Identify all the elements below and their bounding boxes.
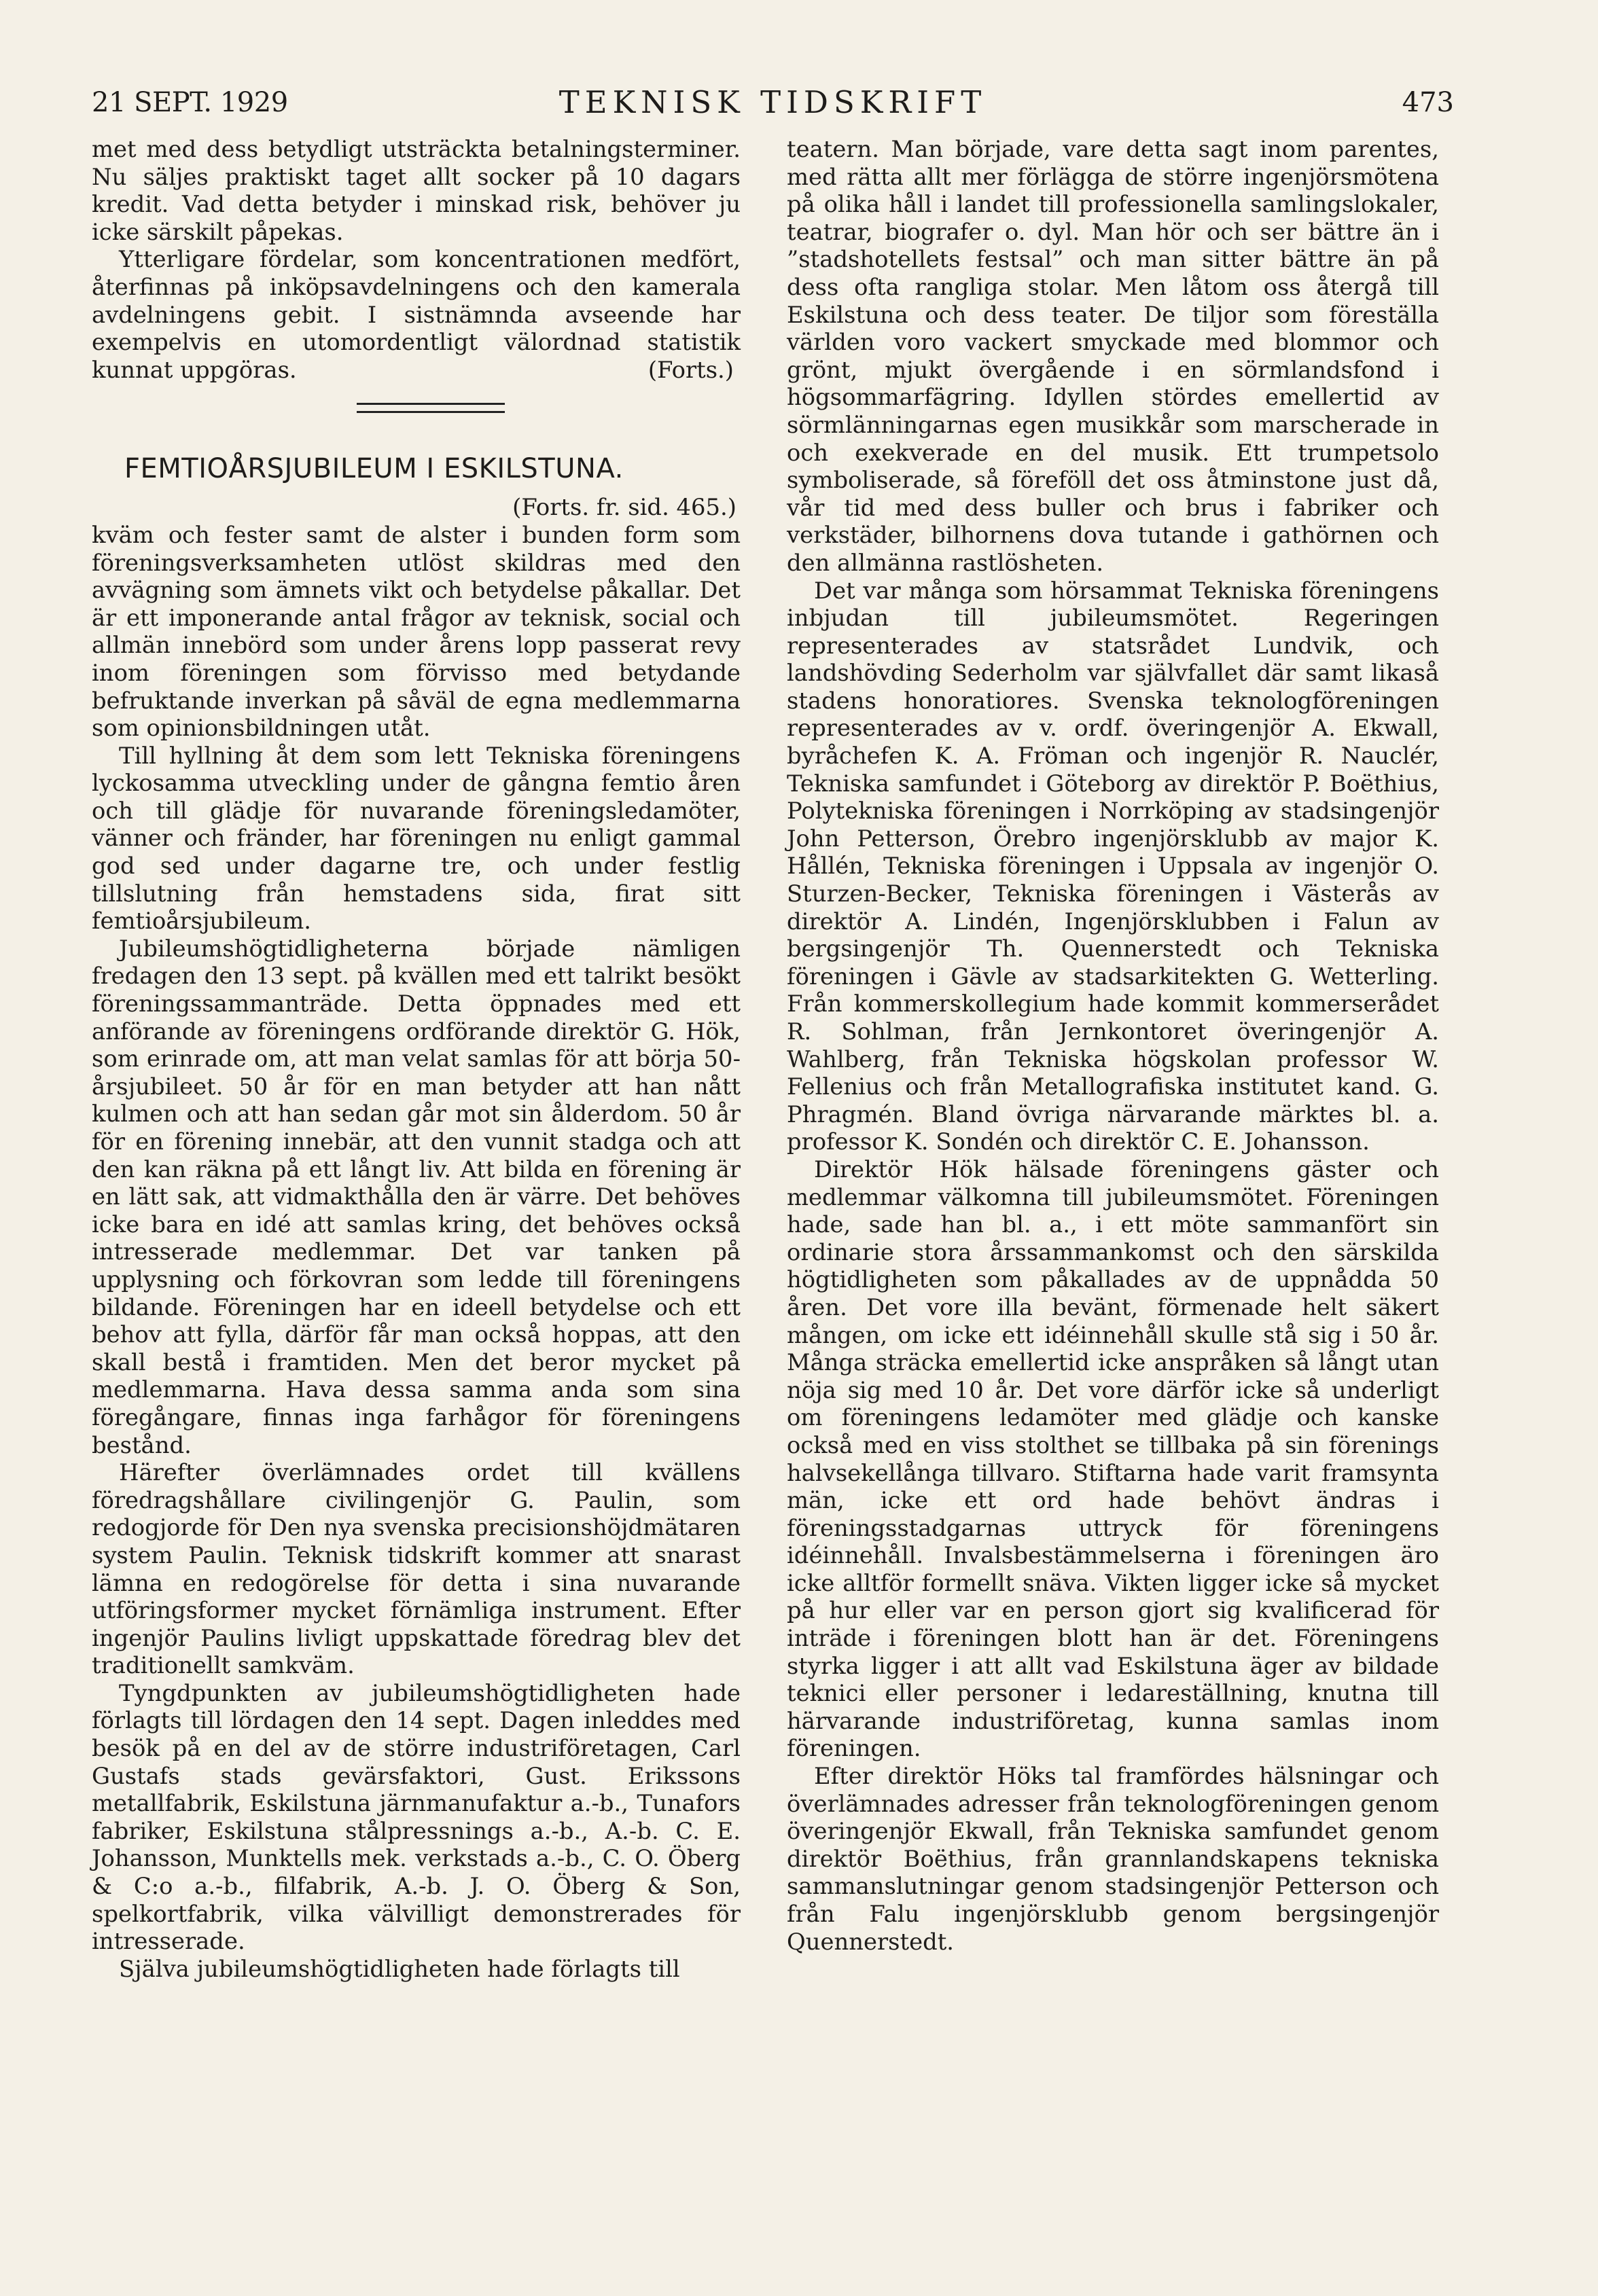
right-column	[787, 136, 1439, 1956]
issue-date: 21 SEPT. 1929	[92, 87, 288, 118]
article-title: FEMTIOÅRSJUBILEUM I ESKILSTUNA.	[124, 453, 624, 485]
paragraph: Det var många som hörsammat Tekniska föreningens inbjudan till jubileumsmötet. Regeringen representerades av statsrådet Lundvik, och landshövding Sederholm var självfallet där samt likaså stadens honoratiores. Svenska teknologföreningen representerades av v. ordf. överingenjör A. Ekwall, byråchefen K. A. Fröman och ingenjör R. Nauclér, Tekniska samfundet i Göteborg av direktör P. Boëthius, Polytekniska föreningen i Norrköping av stadsingenjör John Petterson, Örebro ingenjörsklubb av major K. Hållén, Tekniska föreningen i Uppsala av ingenjör O. Sturzen-Becker, Tekniska föreningen i Västerås av direktör A. Lindén, Ingenjörsklubben i Falun av bergsingenjör Th. Quennerstedt och Tekniska föreningen i Gävle av stadsarkitekten G. Wetterling. Från kommerskollegium hade kommit kommerserådet R. Sohlman, från Jernkontoret överingenjör A. Wahlberg, från Tekniska högskolan professor W. Fellenius och från Metallografiska institutet kand. G. Phragmén. Bland övriga närvarande märktes bl. a. professor K. Sondén och direktör C. E. Johansson.	[787, 577, 1439, 1155]
section-divider	[92, 384, 741, 445]
double-rule	[357, 403, 505, 413]
left-column	[92, 136, 741, 1983]
paragraph: Tyngdpunkten av jubileumshögtidligheten hade förlagts till lördagen den 14 sept. Dagen inleddes med besök på en del av de större industriföretagen, Carl Gustafs stads gevärsfaktori, Gust. Erikssons metallfabrik, Eskilstuna järnmanufaktur a.-b., Tunafors fabriker, Eskilstuna stålpressnings a.-b., A.-b. C. E. Johansson, Munktells mek. verkstads a.-b., C. O. Öberg & C:o a.-b., filfabrik, A.-b. J. O. Öberg & Son, spelkortfabrik, vilka välvilligt demonstrerades för intresserade.	[92, 1679, 741, 1955]
paragraph: Efter direktör Höks tal framfördes hälsningar och överlämnades adresser från teknologföreningen genom överingenjör Ekwall, från Tekniska samfundet genom direktör Boëthius, från grannlandskapens tekniska sammanslutningar genom stadsingenjör Petterson och från Falu ingenjörsklubb genom bergsingenjör Quennerstedt.	[787, 1763, 1439, 1955]
paragraph: teatern. Man började, vare detta sagt inom parentes, med rätta allt mer förlägga de större ingenjörsmötena på olika håll i landet till professionella samlingslokaler, teatrar, biografer o. dyl. Man hör och ser bättre än i ”stadshotellets festsal” och man sitter bättre än på dess ofta rangliga stolar. Men låtom oss återgå till Eskilstuna och dess teater. De tiljor som föreställa världen voro vackert smyckade med blommor och grönt, mjukt övergående i en sörmlandsfond i högsommarfägring. Idyllen stördes emellertid av sörmlänningarnas egen musikkår som marscherade in och exekverade en del musik. Ett trumpetsolo symboliserade, så föreföll det oss åtminstone just då, vår tid med dess buller och brus i fabriker och verkstäder, bilhornens dova tutande i gathörnen och den allmänna rastlösheten.	[787, 136, 1439, 576]
paragraph: kväm och fester samt de alster i bunden form som föreningsverksamheten utlöst skildras med den avvägning som ämnets vikt och betydelse påkallar. Det är ett imponerande antal frågor av teknisk, social och allmän innebörd som under årens lopp passerat revy inom föreningen som förvisso med betydande befruktande inverkan på såväl de egna medlemmarna som opinionsbildningen utåt.	[92, 521, 741, 742]
paragraph: Ytterligare fördelar, som koncentrationen medfört, återfinnas på inköpsavdelningens och den kamerala avdelningens gebit. I sistnämnda avseende har exempelvis en utomordentligt välordnad statistik kunnat uppgöras.	[92, 246, 741, 383]
paragraph: Själva jubileumshögtidligheten hade förlagts till	[119, 1955, 680, 1982]
paragraph: Härefter överlämnades ordet till kvällens föredragshållare civilingenjör G. Paulin, som redogjorde för Den nya svenska precisionshöjdmätaren system Paulin. Teknisk tidskrift kommer att snarast lämna en redogörelse för detta i sina nuvarande utföringsformer mycket förnämliga instrument. Efter ingenjör Paulins livligt uppskattade föredrag blev det traditionellt samkväm.	[92, 1459, 741, 1679]
page-header	[92, 83, 1454, 130]
paragraph: Direktör Hök hälsade föreningens gäster och medlemmar välkomna till jubileumsmötet. Föreningen hade, sade han bl. a., i ett möte sammanfört sin ordinarie stora årssammankomst och den särskilda högtidligheten som påkallades av de uppnådda 50 åren. Det vore illa bevänt, förmenade helt säkert mången, om icke ett idéinnehåll skulle stå sig i 50 år. Många sträcka emellertid icke anspråken så långt utan nöja sig med 10 år. Det vore därför icke så underligt om föreningens ledamöter med glädje och kanske också med en viss stolthet se tillbaka på sin förenings halvsekellånga tillvaro. Stiftarna hade varit framsynta män, icke ett ord hade behövt ändras i föreningsstadgarnas uttryck för föreningens idéinnehåll. Invalsbestämmelserna i föreningen äro icke alltför formellt snäva. Vikten ligger icke så mycket på hur eller var en person gjort sig kvalificerad för inträde i föreningen blott han är det. Föreningens styrka ligger i att allt vad Eskilstuna äger av bildade teknici eller personer i ledareställning, knutna till härvarande industriföretag, kunna samlas inom föreningen.	[787, 1155, 1439, 1762]
paragraph: met med dess betydligt utsträckta betalningsterminer. Nu säljes praktiskt taget allt socker på 10 dagars kredit. Vad detta betyder i minskad risk, behöver ju icke särskilt påpekas.	[92, 136, 741, 245]
paragraph: Jubileumshögtidligheterna började nämligen fredagen den 13 sept. på kvällen med ett talrikt besökt föreningssammanträde. Detta öppnades med ett anförande av föreningens ordförande direktör G. Hök, som erinrade om, att man velat samlas för att börja 50-årsjubileet. 50 år för en man betyder att han nått kulmen och att han sedan går mot sin ålderdom. 50 år för en förening innebär, att den vunnit stadga och att den kan räkna på ett långt liv. Att bilda en förening är en lätt sak, att vidmakthålla den är värre. Det behöves icke bara en idé att samlas kring, det behöves också intresserade medlemmar. Det var tanken på upplysning och förkovran som ledde till föreningens bildande. Föreningen har en ideell betydelse och ett behov att fylla, därför får man också hoppas, att den skall bestå i framtiden. Men det beror mycket på medlemmarna. Hava dessa samma anda som sina föregångare, finnas inga farhågor för föreningens bestånd.	[92, 935, 741, 1458]
continued-note: (Forts.)	[647, 356, 734, 383]
continued-from-note: (Forts. fr. sid. 465.)	[512, 494, 736, 521]
paragraph: Till hyllning åt dem som lett Tekniska föreningens lyckosamma utveckling under de gångna femtio åren och till glädje för nuvarande föreningsledamöter, vänner och fränder, har föreningen nu enligt gammal god sed under dagarne tre, och under festlig tillslutning från hemstadens sida, firat sitt femtioårsjubileum.	[92, 742, 741, 935]
page-number: 473	[1402, 87, 1454, 118]
journal-title: TEKNISK TIDSKRIFT	[558, 84, 987, 120]
